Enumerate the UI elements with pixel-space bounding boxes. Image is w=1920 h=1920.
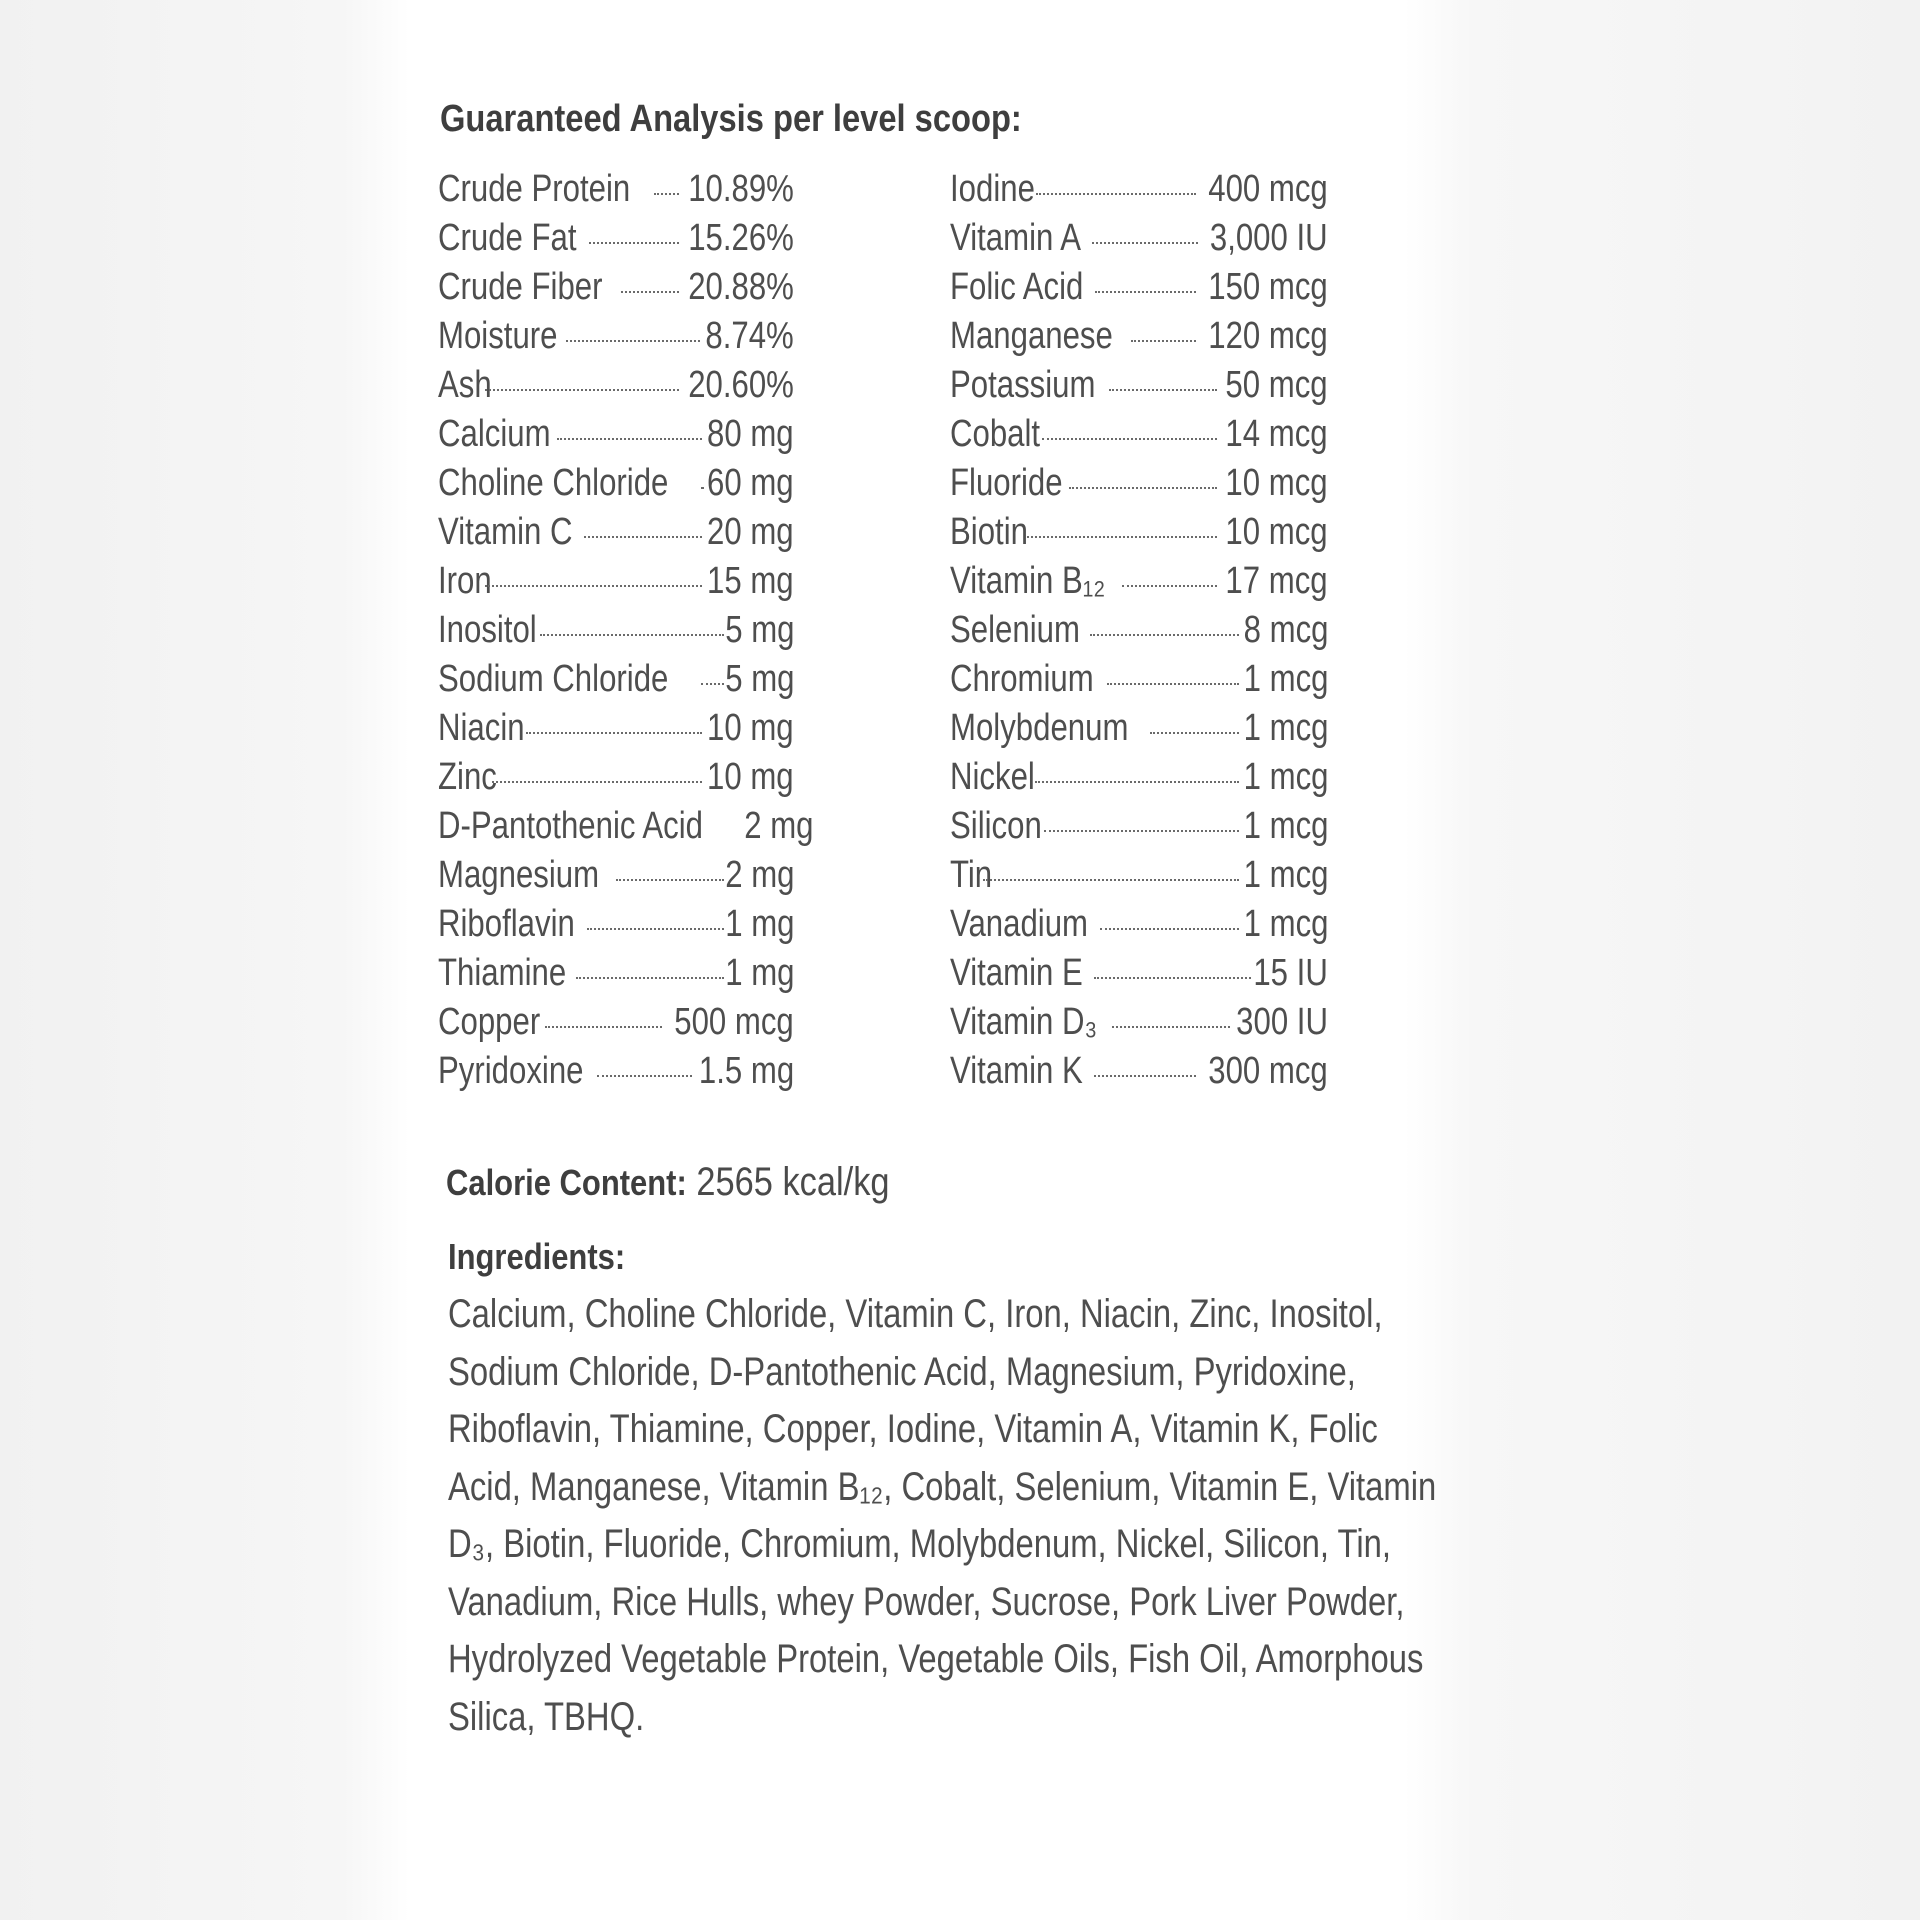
calorie-content: [446, 1160, 890, 1205]
analysis-row: [950, 364, 1328, 413]
dot-leader: [1112, 1026, 1231, 1028]
nutrient-name: Iodine: [950, 168, 1035, 210]
nutrient-name: Inositol: [438, 609, 537, 651]
nutrient-value: 60 mg: [707, 462, 794, 504]
nutrient-name: Moisture: [438, 315, 558, 357]
dot-leader: [1035, 781, 1238, 783]
nutrient-value: 10 mcg: [1225, 462, 1328, 504]
nutrient-name: Pyridoxine: [438, 1050, 584, 1092]
nutrient-name: Riboflavin: [438, 903, 575, 945]
analysis-row: [438, 903, 794, 952]
analysis-row: [438, 168, 794, 217]
nutrient-name: Vitamin A: [950, 217, 1082, 259]
analysis-row: [438, 952, 794, 1001]
calorie-content-value: 2565 kcal/kg: [696, 1160, 890, 1204]
analysis-row: [950, 658, 1328, 707]
dot-leader: [1150, 732, 1239, 734]
dot-leader: [1100, 928, 1238, 930]
dot-leader: [1109, 389, 1217, 391]
nutrient-value: 5 mg: [724, 609, 794, 651]
nutrient-value: 20 mg: [707, 511, 794, 553]
analysis-row: [950, 1001, 1328, 1050]
analysis-row: [950, 217, 1328, 266]
dot-leader: [654, 193, 679, 195]
nutrient-name: Fluoride: [950, 462, 1063, 504]
nutrient-name: Vitamin K: [950, 1050, 1083, 1092]
analysis-row: [438, 1001, 794, 1050]
nutrient-name: Crude Fat: [438, 217, 577, 259]
dot-leader: [1090, 634, 1238, 636]
nutrient-name: Vitamin C: [438, 511, 573, 553]
nutrient-name: Biotin: [950, 511, 1028, 553]
nutrient-name: Calcium: [438, 413, 551, 455]
dot-leader: [1107, 683, 1238, 685]
dot-leader: [576, 977, 723, 979]
dot-leader: [621, 291, 679, 293]
dot-leader: [526, 732, 703, 734]
nutrient-value: 20.88%: [688, 266, 794, 308]
analysis-row: [438, 756, 794, 805]
nutrient-name: Silicon: [950, 805, 1042, 847]
nutrient-name: Molybdenum: [950, 707, 1129, 749]
nutrient-value: 2 mg: [744, 805, 814, 847]
nutrient-value: 10 mg: [707, 756, 794, 798]
nutrient-value: 10.89%: [688, 168, 794, 210]
analysis-column-right: [950, 168, 1328, 1099]
analysis-row: [438, 413, 794, 462]
dot-leader: [1094, 977, 1251, 979]
analysis-row: [950, 756, 1328, 805]
analysis-column-left: [438, 168, 814, 1099]
dot-leader: [589, 242, 679, 244]
nutrient-value: 1 mcg: [1243, 903, 1328, 945]
nutrient-name: Sodium Chloride: [438, 658, 669, 700]
nutrient-name: Vitamin E: [950, 952, 1083, 994]
nutrient-value: 1 mg: [724, 903, 794, 945]
dot-leader: [492, 781, 703, 783]
analysis-row: [950, 854, 1328, 903]
analysis-row: [950, 168, 1328, 217]
dot-leader: [1095, 291, 1197, 293]
nutrient-value: 8 mcg: [1243, 609, 1328, 651]
ingredients-list: Calcium, Choline Chloride, Vitamin C, Iron, Niacin, Zinc, Inositol, Sodium Chloride, D-Pantothenic Acid, Magnesium, Pyridoxine, Riboflavin, Thiamine, Copper, Iodine, Vitamin A, Vitamin K, Folic Acid, Manganese, Vitamin B₁₂, Cobalt, Selenium, Vitamin E, Vitamin D₃, Biotin, Fluoride, Chromium, Molybdenum, Nickel, Silicon, Tin, Vanadium, Rice Hulls, whey Powder, Sucrose, Pork Liver Powder, Hydrolyzed Vegetable Protein, Vegetable Oils, Fish Oil, Amorphous Silica, TBHQ.: [448, 1292, 1437, 1739]
nutrient-name: D-Pantothenic Acid: [438, 805, 704, 847]
nutrient-value: 10 mg: [707, 707, 794, 749]
nutrient-name: Choline Chloride: [438, 462, 669, 504]
dot-leader: [1131, 340, 1197, 342]
dot-leader: [1042, 438, 1218, 440]
dot-leader: [485, 389, 679, 391]
dot-leader: [540, 634, 723, 636]
nutrient-value: 10 mcg: [1225, 511, 1328, 553]
nutrient-value: 1 mcg: [1243, 658, 1328, 700]
dot-leader: [1069, 487, 1217, 489]
analysis-row: [438, 1050, 794, 1099]
dot-leader: [584, 536, 702, 538]
nutrient-value: 1 mcg: [1243, 805, 1328, 847]
nutrient-name: Selenium: [950, 609, 1080, 651]
nutrient-name: Vitamin D₃: [950, 1001, 1098, 1043]
nutrient-value: 15 IU: [1253, 952, 1328, 994]
nutrient-name: Crude Fiber: [438, 266, 603, 308]
nutrient-name: Zinc: [438, 756, 497, 798]
nutrient-value: 1 mg: [724, 952, 794, 994]
analysis-row: [438, 658, 794, 707]
analysis-row: [438, 854, 794, 903]
nutrient-value: 1.5 mg: [698, 1050, 794, 1092]
nutrient-value: 1 mcg: [1243, 756, 1328, 798]
nutrient-name: Chromium: [950, 658, 1094, 700]
dot-leader: [1094, 1075, 1196, 1077]
analysis-row: [438, 364, 794, 413]
nutrient-value: 8.74%: [705, 315, 794, 357]
nutrient-name: Vitamin B₁₂: [950, 560, 1106, 602]
analysis-row: [950, 266, 1328, 315]
analysis-row: [438, 560, 794, 609]
nutrient-value: 300 IU: [1236, 1001, 1328, 1043]
dot-leader: [1036, 193, 1197, 195]
dot-leader: [701, 683, 724, 685]
nutrient-name: Ash: [438, 364, 492, 406]
nutrient-name: Iron: [438, 560, 492, 602]
dot-leader: [1027, 536, 1217, 538]
analysis-row: [950, 413, 1328, 462]
background-right: [1472, 0, 1920, 1920]
nutrient-value: 1 mcg: [1243, 854, 1328, 896]
nutrient-name: Crude Protein: [438, 168, 631, 210]
dot-leader: [616, 879, 723, 881]
analysis-row: [438, 217, 794, 266]
analysis-row: [438, 315, 794, 364]
nutrient-name: Manganese: [950, 315, 1113, 357]
nutrient-name: Magnesium: [438, 854, 600, 896]
analysis-row: [950, 805, 1328, 854]
dot-leader: [1122, 585, 1218, 587]
dot-leader: [587, 928, 724, 930]
nutrient-value: 17 mcg: [1225, 560, 1328, 602]
nutrient-value: 150 mcg: [1208, 266, 1328, 308]
dot-leader: [545, 1026, 663, 1028]
analysis-row: [438, 266, 794, 315]
analysis-row: [950, 952, 1328, 1001]
nutrient-value: 1 mcg: [1243, 707, 1328, 749]
analysis-row: [950, 1050, 1328, 1099]
dot-leader: [597, 1075, 691, 1077]
analysis-row: [950, 560, 1328, 609]
background-left: [0, 0, 342, 1920]
guaranteed-analysis-heading: Guaranteed Analysis per level scoop:: [440, 98, 1022, 140]
analysis-row: [950, 511, 1328, 560]
nutrient-value: 2 mg: [724, 854, 794, 896]
nutrient-value: 400 mcg: [1208, 168, 1328, 210]
nutrient-name: Niacin: [438, 707, 525, 749]
nutrient-value: 15 mg: [707, 560, 794, 602]
analysis-row: [950, 315, 1328, 364]
analysis-row: [950, 462, 1328, 511]
analysis-row: [438, 707, 794, 756]
dot-leader: [557, 438, 702, 440]
nutrient-name: Tin: [950, 854, 993, 896]
dot-leader: [1044, 830, 1239, 832]
nutrient-value: 50 mcg: [1225, 364, 1328, 406]
dot-leader: [983, 879, 1238, 881]
ingredients-heading: Ingredients:: [448, 1236, 626, 1277]
dot-leader: [1092, 242, 1199, 244]
analysis-row: [950, 903, 1328, 952]
nutrient-name: Vanadium: [950, 903, 1089, 945]
dot-leader: [566, 340, 701, 342]
analysis-row: [438, 462, 794, 511]
nutrient-name: Copper: [438, 1001, 541, 1043]
dot-leader: [485, 585, 702, 587]
dot-leader: [701, 487, 702, 489]
nutrient-value: 14 mcg: [1225, 413, 1328, 455]
nutrient-value: 20.60%: [688, 364, 794, 406]
nutrient-name: Folic Acid: [950, 266, 1084, 308]
nutrient-value: 80 mg: [707, 413, 794, 455]
analysis-row: [950, 707, 1328, 756]
calorie-content-label: Calorie Content:: [446, 1162, 687, 1203]
nutrient-value: 300 mcg: [1208, 1050, 1328, 1092]
nutrient-value: 3,000 IU: [1210, 217, 1328, 259]
nutrient-value: 5 mg: [724, 658, 794, 700]
analysis-row: [438, 511, 794, 560]
analysis-row: [438, 805, 814, 854]
nutrient-value: 500 mcg: [674, 1001, 794, 1043]
nutrient-name: Cobalt: [950, 413, 1041, 455]
nutrient-name: Thiamine: [438, 952, 567, 994]
analysis-row: [438, 609, 794, 658]
nutrient-name: Nickel: [950, 756, 1035, 798]
nutrient-value: 15.26%: [688, 217, 794, 259]
analysis-row: [950, 609, 1328, 658]
nutrient-name: Potassium: [950, 364, 1096, 406]
nutrient-value: 120 mcg: [1208, 315, 1328, 357]
